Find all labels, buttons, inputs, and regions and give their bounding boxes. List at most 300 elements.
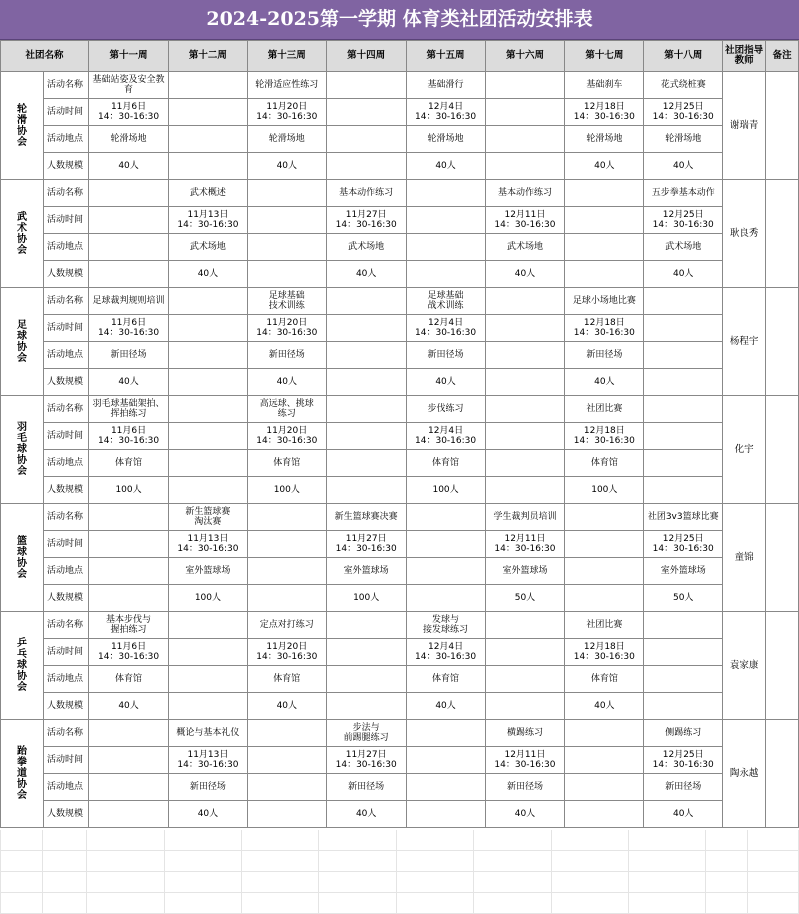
cell-place[interactable]: 体育馆 <box>406 450 485 477</box>
cell-time[interactable] <box>565 207 644 234</box>
row-label: 活动地点 <box>44 774 89 801</box>
cell-activity[interactable]: 发球与 接发球练习 <box>406 612 485 639</box>
cell-time[interactable]: 12月25日 14：30-16:30 <box>644 747 723 774</box>
cell-time[interactable] <box>406 747 485 774</box>
cell-activity[interactable]: 步伐练习 <box>406 396 485 423</box>
cell-size[interactable] <box>247 801 326 828</box>
cell-time[interactable]: 12月25日 14：30-16:30 <box>644 99 723 126</box>
cell-size[interactable] <box>89 261 169 288</box>
table-row <box>1 153 799 180</box>
club-name <box>1 720 44 828</box>
cell-size[interactable] <box>565 585 644 612</box>
club-name-text: 跆拳道协会 <box>17 746 27 801</box>
grid-line <box>241 830 242 914</box>
cell-place[interactable] <box>485 666 565 693</box>
cell-place[interactable]: 室外篮球场 <box>326 558 406 585</box>
cell-size[interactable] <box>406 801 485 828</box>
cell-size[interactable]: 40人 <box>326 261 406 288</box>
header-remark: 备注 <box>766 41 799 72</box>
cell-place[interactable] <box>247 558 326 585</box>
cell-size[interactable]: 100人 <box>326 585 406 612</box>
cell-time[interactable] <box>326 639 406 666</box>
table-row <box>1 207 799 234</box>
cell-activity[interactable]: 武术概述 <box>168 180 247 207</box>
row-label: 活动时间 <box>44 639 89 666</box>
cell-time[interactable]: 11月20日 14：30-16:30 <box>247 423 326 450</box>
cell-size[interactable] <box>89 801 169 828</box>
cell-place[interactable] <box>326 126 406 153</box>
cell-size[interactable] <box>326 477 406 504</box>
cell-size[interactable]: 40人 <box>247 693 326 720</box>
cell-activity[interactable]: 基本动作练习 <box>326 180 406 207</box>
cell-place[interactable] <box>168 450 247 477</box>
club-teacher: 陶永越 <box>723 720 766 828</box>
cell-size[interactable] <box>168 693 247 720</box>
cell-size[interactable]: 100人 <box>89 477 169 504</box>
cell-time[interactable] <box>89 747 169 774</box>
cell-activity[interactable] <box>406 180 485 207</box>
cell-activity[interactable]: 高远球、挑球 练习 <box>247 396 326 423</box>
club-name <box>1 504 44 612</box>
cell-time[interactable] <box>485 423 565 450</box>
grid-line <box>0 830 1 914</box>
cell-place[interactable] <box>326 342 406 369</box>
cell-activity[interactable] <box>565 504 644 531</box>
cell-place[interactable]: 新田径场 <box>565 342 644 369</box>
cell-size[interactable] <box>326 693 406 720</box>
cell-time[interactable]: 11月6日 14：30-16:30 <box>89 99 169 126</box>
cell-activity[interactable] <box>485 396 565 423</box>
cell-size[interactable]: 100人 <box>247 477 326 504</box>
cell-size[interactable] <box>644 369 723 396</box>
table-row <box>1 315 799 342</box>
cell-time[interactable]: 11月27日 14：30-16:30 <box>326 531 406 558</box>
header-week: 第十四周 <box>326 41 406 72</box>
cell-place[interactable] <box>247 234 326 261</box>
table-row <box>1 477 799 504</box>
cell-size[interactable] <box>485 693 565 720</box>
cell-size[interactable] <box>406 585 485 612</box>
cell-activity[interactable] <box>326 288 406 315</box>
cell-activity[interactable]: 基本步伐与 握拍练习 <box>89 612 169 639</box>
row-label: 活动名称 <box>44 72 89 99</box>
cell-size[interactable] <box>406 261 485 288</box>
grid-line <box>628 830 629 914</box>
cell-activity[interactable] <box>406 720 485 747</box>
row-label: 活动地点 <box>44 126 89 153</box>
table-row <box>1 288 799 315</box>
club-remark[interactable] <box>766 288 799 396</box>
club-remark[interactable] <box>766 504 799 612</box>
cell-size[interactable]: 40人 <box>644 801 723 828</box>
table-row <box>1 774 799 801</box>
club-name <box>1 288 44 396</box>
cell-time[interactable]: 11月6日 14：30-16:30 <box>89 423 169 450</box>
cell-time[interactable] <box>326 423 406 450</box>
club-name-text: 足球协会 <box>17 319 27 364</box>
cell-size[interactable]: 40人 <box>247 153 326 180</box>
cell-time[interactable] <box>644 315 723 342</box>
club-teacher: 袁家康 <box>723 612 766 720</box>
table-row <box>1 612 799 639</box>
cell-time[interactable]: 12月11日 14：30-16:30 <box>485 207 565 234</box>
cell-size[interactable]: 40人 <box>565 153 644 180</box>
cell-size[interactable]: 40人 <box>644 261 723 288</box>
cell-time[interactable] <box>485 99 565 126</box>
row-label: 人数规模 <box>44 585 89 612</box>
cell-size[interactable] <box>168 369 247 396</box>
cell-time[interactable]: 11月6日 14：30-16:30 <box>89 639 169 666</box>
table-row <box>1 504 799 531</box>
cell-size[interactable]: 40人 <box>485 801 565 828</box>
cell-time[interactable]: 12月4日 14：30-16:30 <box>406 99 485 126</box>
cell-place[interactable] <box>644 450 723 477</box>
cell-activity[interactable] <box>565 180 644 207</box>
cell-size[interactable]: 40人 <box>168 261 247 288</box>
cell-place[interactable]: 武术场地 <box>168 234 247 261</box>
cell-activity[interactable] <box>89 720 169 747</box>
cell-size[interactable]: 40人 <box>565 369 644 396</box>
cell-activity[interactable] <box>326 396 406 423</box>
cell-place[interactable]: 室外篮球场 <box>644 558 723 585</box>
cell-place[interactable] <box>326 666 406 693</box>
cell-size[interactable]: 40人 <box>565 693 644 720</box>
cell-activity[interactable]: 花式绕桩赛 <box>644 72 723 99</box>
cell-size[interactable] <box>485 153 565 180</box>
cell-time[interactable] <box>644 639 723 666</box>
cell-place[interactable] <box>406 234 485 261</box>
cell-place[interactable]: 新田径场 <box>89 342 169 369</box>
cell-size[interactable]: 50人 <box>485 585 565 612</box>
cell-activity[interactable]: 足球裁判规则培训 <box>89 288 169 315</box>
cell-place[interactable]: 室外篮球场 <box>485 558 565 585</box>
cell-place[interactable]: 新田径场 <box>485 774 565 801</box>
cell-size[interactable] <box>89 585 169 612</box>
cell-activity[interactable]: 侧踢练习 <box>644 720 723 747</box>
cell-time[interactable]: 11月27日 14：30-16:30 <box>326 747 406 774</box>
cell-size[interactable]: 40人 <box>485 261 565 288</box>
cell-time[interactable]: 12月18日 14：30-16:30 <box>565 99 644 126</box>
cell-place[interactable]: 体育馆 <box>247 450 326 477</box>
cell-time[interactable] <box>485 639 565 666</box>
table-row <box>1 126 799 153</box>
header-week: 第十一周 <box>89 41 169 72</box>
cell-place[interactable]: 体育馆 <box>406 666 485 693</box>
cell-time[interactable]: 12月11日 14：30-16:30 <box>485 747 565 774</box>
cell-activity[interactable]: 基础滑行 <box>406 72 485 99</box>
cell-size[interactable] <box>326 153 406 180</box>
cell-time[interactable] <box>168 639 247 666</box>
cell-place[interactable]: 体育馆 <box>89 450 169 477</box>
cell-time[interactable] <box>247 207 326 234</box>
cell-place[interactable] <box>406 774 485 801</box>
cell-activity[interactable]: 轮滑适应性练习 <box>247 72 326 99</box>
cell-time[interactable]: 12月4日 14：30-16:30 <box>406 315 485 342</box>
cell-activity[interactable]: 横踢练习 <box>485 720 565 747</box>
cell-place[interactable] <box>485 342 565 369</box>
page-title: 2024-2025第一学期 体育类社团活动安排表 <box>0 0 799 40</box>
club-name-text: 羽毛球协会 <box>17 422 27 477</box>
cell-size[interactable]: 40人 <box>406 369 485 396</box>
cell-time[interactable] <box>168 423 247 450</box>
cell-size[interactable] <box>247 585 326 612</box>
cell-size[interactable]: 40人 <box>89 693 169 720</box>
cell-time[interactable] <box>406 207 485 234</box>
cell-time[interactable]: 11月20日 14：30-16:30 <box>247 99 326 126</box>
club-remark[interactable] <box>766 72 799 180</box>
cell-activity[interactable]: 基础刹车 <box>565 72 644 99</box>
cell-place[interactable]: 体育馆 <box>89 666 169 693</box>
row-label: 活动地点 <box>44 342 89 369</box>
cell-size[interactable] <box>485 369 565 396</box>
cell-time[interactable] <box>406 531 485 558</box>
cell-size[interactable] <box>565 801 644 828</box>
cell-activity[interactable] <box>168 396 247 423</box>
cell-time[interactable]: 12月18日 14：30-16:30 <box>565 639 644 666</box>
cell-place[interactable]: 武术场地 <box>326 234 406 261</box>
cell-size[interactable] <box>247 261 326 288</box>
cell-place[interactable] <box>326 450 406 477</box>
cell-time[interactable]: 11月13日 14：30-16:30 <box>168 207 247 234</box>
cell-time[interactable] <box>485 315 565 342</box>
table-row <box>1 639 799 666</box>
table-row <box>1 450 799 477</box>
header-week: 第十七周 <box>565 41 644 72</box>
cell-size[interactable]: 40人 <box>406 693 485 720</box>
cell-time[interactable] <box>168 99 247 126</box>
cell-size[interactable]: 40人 <box>326 801 406 828</box>
cell-activity[interactable]: 足球小场地比赛 <box>565 288 644 315</box>
cell-activity[interactable]: 社团3v3篮球比赛 <box>644 504 723 531</box>
cell-place[interactable] <box>485 450 565 477</box>
cell-time[interactable] <box>565 531 644 558</box>
cell-activity[interactable] <box>565 720 644 747</box>
header-row <box>1 41 799 72</box>
cell-place[interactable] <box>89 234 169 261</box>
cell-activity[interactable] <box>326 612 406 639</box>
cell-size[interactable] <box>168 477 247 504</box>
cell-time[interactable] <box>247 531 326 558</box>
cell-size[interactable] <box>644 477 723 504</box>
cell-place[interactable]: 体育馆 <box>565 450 644 477</box>
cell-size[interactable]: 40人 <box>406 153 485 180</box>
cell-time[interactable]: 12月18日 14：30-16:30 <box>565 315 644 342</box>
cell-time[interactable]: 12月18日 14：30-16:30 <box>565 423 644 450</box>
cell-place[interactable] <box>565 558 644 585</box>
cell-activity[interactable]: 新生篮球赛决赛 <box>326 504 406 531</box>
cell-time[interactable] <box>89 207 169 234</box>
cell-place[interactable]: 新田径场 <box>326 774 406 801</box>
cell-size[interactable]: 40人 <box>644 153 723 180</box>
cell-activity[interactable]: 定点对打练习 <box>247 612 326 639</box>
cell-time[interactable] <box>89 531 169 558</box>
cell-place[interactable] <box>406 558 485 585</box>
cell-place[interactable] <box>644 666 723 693</box>
club-remark[interactable] <box>766 396 799 504</box>
cell-activity[interactable] <box>89 180 169 207</box>
cell-place[interactable] <box>168 666 247 693</box>
row-label: 活动时间 <box>44 99 89 126</box>
header-week: 第十二周 <box>168 41 247 72</box>
table-row <box>1 693 799 720</box>
cell-place[interactable]: 轮滑场地 <box>565 126 644 153</box>
row-label: 活动名称 <box>44 612 89 639</box>
cell-size[interactable]: 40人 <box>168 801 247 828</box>
cell-place[interactable] <box>168 126 247 153</box>
cell-time[interactable]: 11月20日 14：30-16:30 <box>247 315 326 342</box>
header-teacher: 社团指导教师 <box>723 41 766 72</box>
club-name <box>1 612 44 720</box>
cell-place[interactable]: 武术场地 <box>485 234 565 261</box>
cell-time[interactable]: 11月6日 14：30-16:30 <box>89 315 169 342</box>
cell-activity[interactable] <box>326 72 406 99</box>
row-label: 活动地点 <box>44 234 89 261</box>
table-row <box>1 369 799 396</box>
table-row <box>1 720 799 747</box>
cell-place[interactable]: 体育馆 <box>247 666 326 693</box>
cell-activity[interactable]: 基本动作练习 <box>485 180 565 207</box>
cell-activity[interactable] <box>485 72 565 99</box>
cell-size[interactable] <box>485 477 565 504</box>
cell-place[interactable] <box>565 234 644 261</box>
cell-place[interactable] <box>247 774 326 801</box>
table-row <box>1 180 799 207</box>
table-row <box>1 585 799 612</box>
cell-place[interactable] <box>89 558 169 585</box>
cell-activity[interactable]: 足球基础 战术训练 <box>406 288 485 315</box>
cell-activity[interactable]: 社团比赛 <box>565 612 644 639</box>
cell-time[interactable] <box>168 315 247 342</box>
row-label: 人数规模 <box>44 477 89 504</box>
cell-time[interactable] <box>644 423 723 450</box>
cell-place[interactable] <box>168 342 247 369</box>
cell-activity[interactable] <box>168 288 247 315</box>
header-club: 社团名称 <box>1 41 89 72</box>
cell-time[interactable] <box>247 747 326 774</box>
cell-place[interactable] <box>565 774 644 801</box>
cell-size[interactable] <box>326 369 406 396</box>
cell-time[interactable]: 11月27日 14：30-16:30 <box>326 207 406 234</box>
club-name-text: 篮球协会 <box>17 535 27 580</box>
club-remark[interactable] <box>766 180 799 288</box>
table-row <box>1 342 799 369</box>
cell-place[interactable] <box>89 774 169 801</box>
cell-activity[interactable]: 足球基础 技术训练 <box>247 288 326 315</box>
table-row <box>1 99 799 126</box>
row-label: 活动时间 <box>44 207 89 234</box>
cell-activity[interactable]: 羽毛球基础架拍、 挥拍练习 <box>89 396 169 423</box>
cell-time[interactable] <box>326 99 406 126</box>
cell-time[interactable] <box>565 747 644 774</box>
header-week: 第十八周 <box>644 41 723 72</box>
cell-activity[interactable] <box>168 612 247 639</box>
cell-activity[interactable] <box>406 504 485 531</box>
row-label: 活动名称 <box>44 396 89 423</box>
cell-size[interactable] <box>565 261 644 288</box>
club-remark[interactable] <box>766 612 799 720</box>
cell-place[interactable]: 轮滑场地 <box>406 126 485 153</box>
cell-place[interactable]: 轮滑场地 <box>247 126 326 153</box>
empty-sheet-area <box>0 830 799 914</box>
club-teacher: 耿良秀 <box>723 180 766 288</box>
cell-activity[interactable]: 社团比赛 <box>565 396 644 423</box>
cell-activity[interactable]: 新生篮球赛 淘汰赛 <box>168 504 247 531</box>
club-teacher: 杨程宇 <box>723 288 766 396</box>
cell-activity[interactable]: 五步拳基本动作 <box>644 180 723 207</box>
cell-size[interactable]: 100人 <box>406 477 485 504</box>
cell-size[interactable]: 40人 <box>247 369 326 396</box>
cell-size[interactable]: 40人 <box>89 369 169 396</box>
cell-place[interactable]: 武术场地 <box>644 234 723 261</box>
cell-place[interactable] <box>644 342 723 369</box>
cell-time[interactable]: 12月25日 14：30-16:30 <box>644 207 723 234</box>
cell-activity[interactable] <box>247 504 326 531</box>
cell-activity[interactable] <box>168 72 247 99</box>
cell-size[interactable]: 100人 <box>168 585 247 612</box>
grid-line <box>705 830 706 914</box>
cell-place[interactable]: 新田径场 <box>406 342 485 369</box>
cell-place[interactable]: 体育馆 <box>565 666 644 693</box>
cell-place[interactable]: 轮滑场地 <box>89 126 169 153</box>
row-label: 人数规模 <box>44 369 89 396</box>
cell-activity[interactable] <box>644 396 723 423</box>
cell-activity[interactable] <box>644 288 723 315</box>
row-label: 活动地点 <box>44 450 89 477</box>
row-label: 活动时间 <box>44 423 89 450</box>
club-name-text: 轮滑协会 <box>17 103 27 148</box>
cell-place[interactable]: 轮滑场地 <box>644 126 723 153</box>
cell-activity[interactable]: 概论与基本礼仪 <box>168 720 247 747</box>
cell-time[interactable] <box>326 315 406 342</box>
cell-place[interactable]: 室外篮球场 <box>168 558 247 585</box>
cell-activity[interactable] <box>485 288 565 315</box>
cell-activity[interactable] <box>644 612 723 639</box>
grid-line <box>86 830 87 914</box>
cell-time[interactable]: 11月20日 14：30-16:30 <box>247 639 326 666</box>
row-label: 活动名称 <box>44 180 89 207</box>
cell-activity[interactable]: 学生裁判员培训 <box>485 504 565 531</box>
cell-size[interactable] <box>644 693 723 720</box>
cell-place[interactable]: 新田径场 <box>644 774 723 801</box>
cell-time[interactable]: 12月11日 14：30-16:30 <box>485 531 565 558</box>
cell-size[interactable] <box>168 153 247 180</box>
cell-activity[interactable] <box>89 504 169 531</box>
row-label: 人数规模 <box>44 153 89 180</box>
cell-place[interactable]: 新田径场 <box>247 342 326 369</box>
row-label: 活动时间 <box>44 315 89 342</box>
cell-time[interactable]: 11月13日 14：30-16:30 <box>168 747 247 774</box>
club-name <box>1 396 44 504</box>
table-row <box>1 531 799 558</box>
cell-activity[interactable]: 步法与 前踢腿练习 <box>326 720 406 747</box>
cell-size[interactable]: 100人 <box>565 477 644 504</box>
club-teacher: 化宇 <box>723 396 766 504</box>
table-row <box>1 747 799 774</box>
cell-activity[interactable] <box>247 720 326 747</box>
cell-time[interactable]: 12月4日 14：30-16:30 <box>406 423 485 450</box>
club-remark[interactable] <box>766 720 799 828</box>
cell-activity[interactable]: 基础站姿及安全教育 <box>89 72 169 99</box>
cell-size[interactable]: 40人 <box>89 153 169 180</box>
cell-place[interactable] <box>485 126 565 153</box>
cell-size[interactable]: 50人 <box>644 585 723 612</box>
cell-activity[interactable] <box>485 612 565 639</box>
cell-time[interactable]: 12月25日 14：30-16:30 <box>644 531 723 558</box>
cell-time[interactable]: 12月4日 14：30-16:30 <box>406 639 485 666</box>
cell-place[interactable]: 新田径场 <box>168 774 247 801</box>
cell-time[interactable]: 11月13日 14：30-16:30 <box>168 531 247 558</box>
cell-activity[interactable] <box>247 180 326 207</box>
